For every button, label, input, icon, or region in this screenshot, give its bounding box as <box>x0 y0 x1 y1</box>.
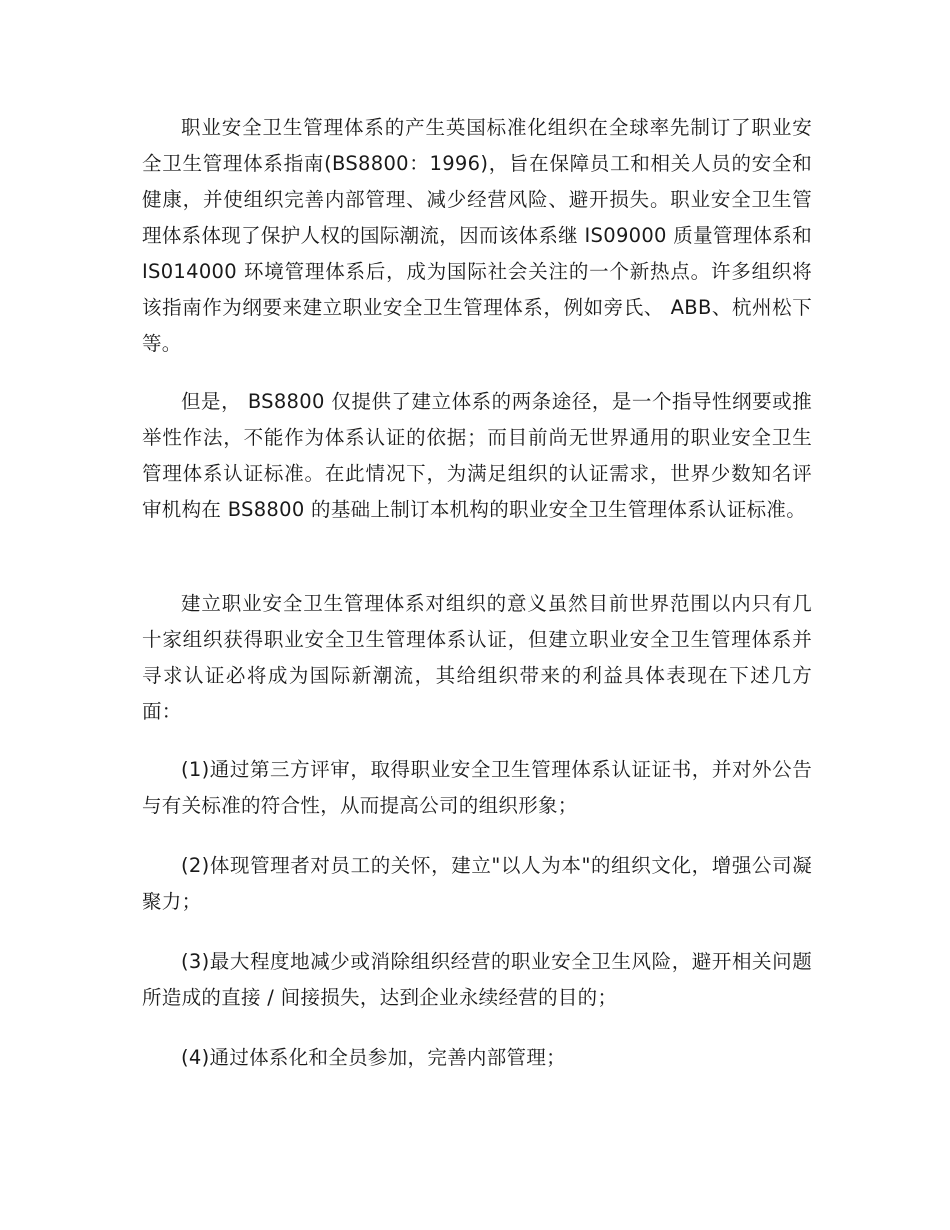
list-item-benefit-3: (3)最大程度地减少或消除组织经营的职业安全卫生风险，避开相关问题所造成的直接 / 间接损失，达到企业永续经营的目的； <box>142 950 812 1009</box>
list-item-benefit-1: (1)通过第三方评审，取得职业安全卫生管理体系认证证书，并对外公告与有关标准的符合性，从而提高公司的组织形象； <box>142 758 812 817</box>
list-item-benefit-4: (4)通过体系化和全员参加，完善内部管理； <box>181 1046 566 1069</box>
paragraph-significance: 建立职业安全卫生管理体系对组织的意义虽然目前世界范围以内只有几十家组织获得职业安全卫生管理体系认证，但建立职业安全卫生管理体系并寻求认证必将成为国际新潮流，其给组织带来的利益具体表现在下述几方面： <box>142 592 812 723</box>
list-item-benefit-2: (2)体现管理者对员工的关怀，建立"以人为本"的组织文化，增强公司凝聚力； <box>142 854 812 913</box>
paragraph-bs8800-limitation: 但是， BS8800 仅提供了建立体系的两条途径，是一个指导性纲要或推举性作法，不能作为体系认证的依据；而目前尚无世界通用的职业安全卫生管理体系认证标准。在此情况下，为满足组织的认证需求，世界少数知名评审机构在 BS8800 的基础上制订本机构的职业安全卫生管理体系认证标准。 <box>142 390 812 521</box>
paragraph-ohsms-origin: 职业安全卫生管理体系的产生英国标准化组织在全球率先制订了职业安全卫生管理体系指南(BS8800：1996)，旨在保障员工和相关人员的安全和健康，并使组织完善内部管理、减少经营风险、避开损失。职业安全卫生管理体系体现了保护人权的国际潮流，因而该体系继 IS09000 质量管理体系和 IS014000 环境管理体系后，成为国际社会关注的一个新热点。许多组织将该指南作为纲要来建立职业安全卫生管理体系，例如旁氏、 ABB、杭州松下等。 <box>142 116 812 355</box>
